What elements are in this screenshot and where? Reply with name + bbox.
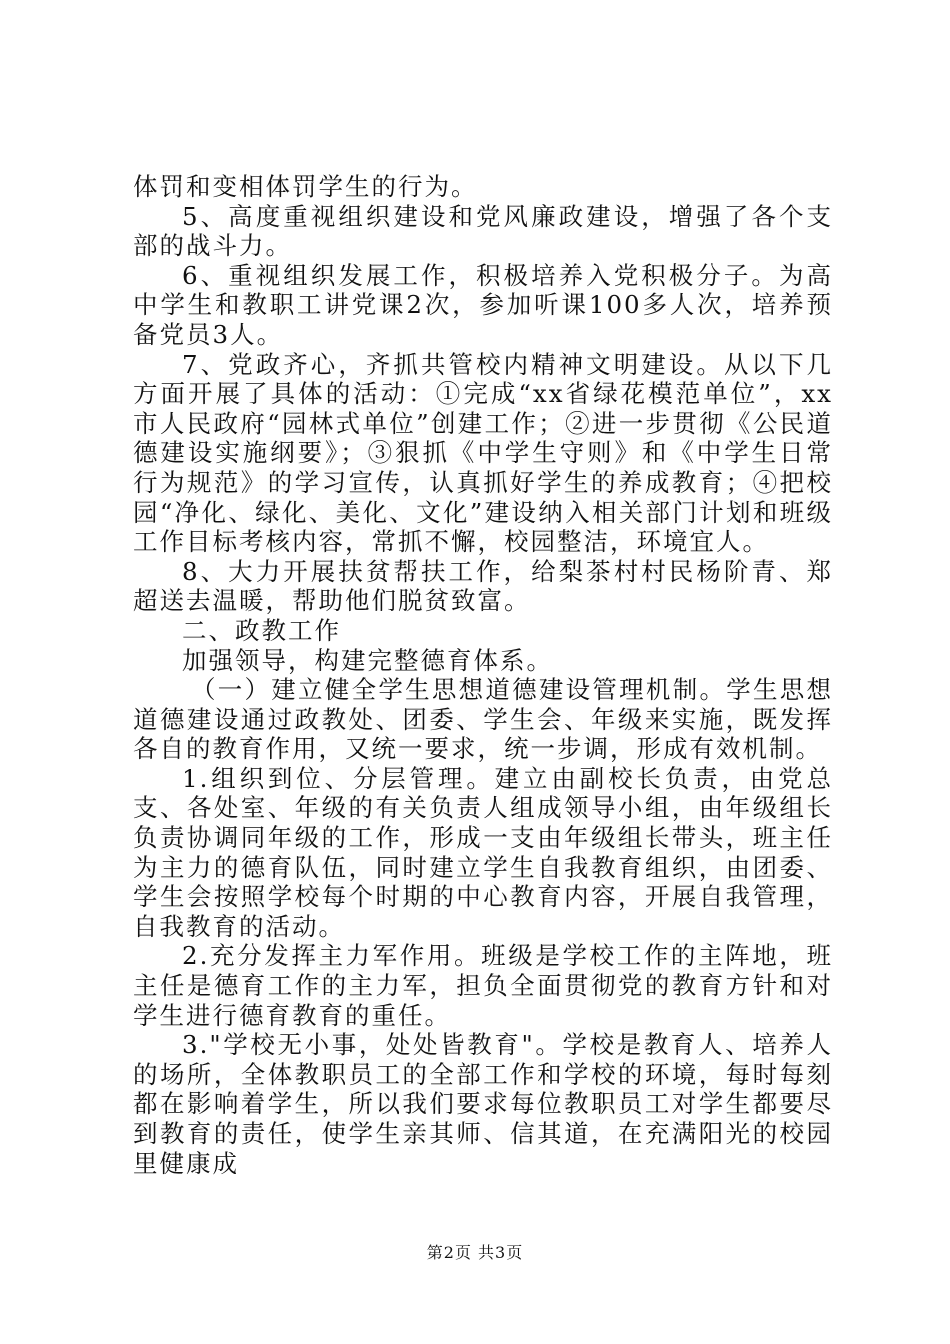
paragraph: （一）建立健全学生思想道德建设管理机制。学生思想道德建设通过政教处、团委、学生会、年级来实施，既发挥各自的教育作用，又统一要求，统一步调，形成有效机制。	[133, 675, 833, 764]
paragraph: 5、高度重视组织建设和党风廉政建设，增强了各个支部的战斗力。	[133, 201, 833, 261]
paragraph: 7、党政齐心，齐抓共管校内精神文明建设。从以下几方面开展了具体的活动：①完成“xx省绿花模范单位”，xx市人民政府“园林式单位”创建工作；②进一步贯彻《公民道德建设实施纲要》；③狠抓《中学生守则》和《中学生日常行为规范》的学习宣传，认真抓好学生的养成教育；④把校园“净化、绿化、美化、文化”建设纳入相关部门计划和班级工作目标考核内容，常抓不懈，校园整洁，环境宜人。	[133, 349, 833, 557]
paragraph: 2.充分发挥主力军作用。班级是学校工作的主阵地，班主任是德育工作的主力军，担负全面贯彻党的教育方针和对学生进行德育教育的重任。	[133, 941, 833, 1030]
paragraph: 3."学校无小事，处处皆教育"。学校是教育人、培养人的场所，全体教职员工的全部工作和学校的环境，每时每刻都在影响着学生，所以我们要求每位教职员工对学生都要尽到教育的责任，使学生亲其师、信其道，在充满阳光的校园里健康成	[133, 1030, 833, 1178]
body-text	[133, 172, 833, 1178]
paragraph: 6、重视组织发展工作，积极培养入党积极分子。为高中学生和教职工讲党课2次，参加听课100多人次，培养预备党员3人。	[133, 260, 833, 349]
paragraph: 8、大力开展扶贫帮扶工作，给梨茶村村民杨阶青、郑超送去温暖，帮助他们脱贫致富。	[133, 556, 833, 616]
paragraph: 体罚和变相体罚学生的行为。	[133, 172, 478, 201]
paragraph: 加强领导，构建完整德育体系。	[182, 645, 553, 675]
paragraph: 1.组织到位、分层管理。建立由副校长负责，由党总支、各处室、年级的有关负责人组成领导小组，由年级组长负责协调同年级的工作，形成一支由年级组长带头，班主任为主力的德育队伍，同时建立学生自我教育组织，由团委、学生会按照学校每个时期的中心教育内容，开展自我管理，自我教育的活动。	[133, 763, 833, 941]
page-footer: 第2页 共3页	[426, 1243, 524, 1262]
section-heading: 二、政教工作	[182, 615, 341, 645]
